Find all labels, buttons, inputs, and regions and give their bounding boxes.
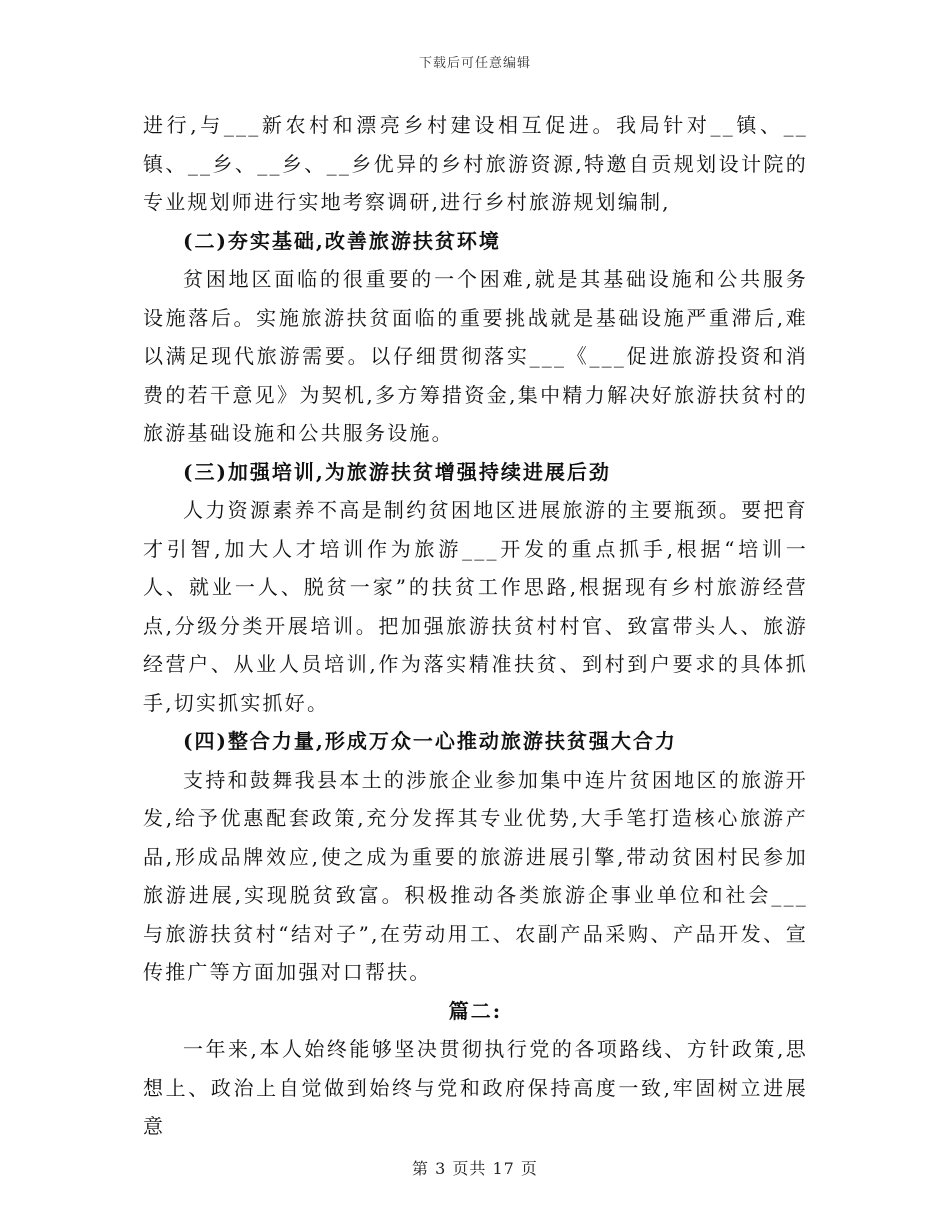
paragraph-integration: 支持和鼓舞我县本土的涉旅企业参加集中连片贫困地区的旅游开发,给予优惠配套政策,充分发挥其专业优势,大手笔打造核心旅游产品,形成品牌效应,使之成为重要的旅游进展引擎,带动贫困村民参加旅游进展,实现脱贫致富。积极推动各类旅游企事业单位和社会___与旅游扶贫村“结对子”,在劳动用工、农副产品采购、产品开发、宣传推广等方面加强对口帮扶。 [143,767,808,984]
paragraph-annual-review: 一年来,本人始终能够坚决贯彻执行党的各项路线、方针政策,思想上、政治上自觉做到始终与党和政府保持高度一致,牢固树立进展意 [143,1037,808,1138]
header-note: 下载后可任意编辑 [418,56,531,71]
page-number: 第 3 页共 17 页 [412,1159,538,1178]
heading-consolidate-foundation: (二)夯实基础,改善旅游扶贫环境 [183,228,501,253]
section-title: 篇二: [448,998,503,1023]
document-body [143,106,808,1146]
paragraph-training: 人力资源素养不高是制约贫困地区进展旅游的主要瓶颈。要把育才引智,加大人才培训作为旅游___开发的重点抓手,根据“培训一人、就业一人、脱贫一家”的扶贫工作思路,根据现有乡村旅游经营点,分级分类开展培训。把加强旅游扶贫村村官、致富带头人、旅游经营户、从业人员培训,作为落实精准扶贫、到村到户要求的具体抓手,切实抓实抓好。 [143,498,808,715]
heading-strengthen-training: (三)加强培训,为旅游扶贫增强持续进展后劲 [183,459,611,484]
paragraph-continuation: 进行,与___新农村和漂亮乡村建设相互促进。我局针对__镇、__镇、__乡、__乡、__乡优异的乡村旅游资源,特邀自贡规划设计院的专业规划师进行实地考察调研,进行乡村旅游规划编制, [143,113,808,214]
heading-integrate-forces: (四)整合力量,形成万众一心推动旅游扶贫强大合力 [183,729,677,753]
paragraph-infrastructure: 贫困地区面临的很重要的一个困难,就是其基础设施和公共服务设施落后。实施旅游扶贫面临的重要挑战就是基础设施严重滞后,难以满足现代旅游需要。以仔细贯彻落实___《___促进旅游投资和消费的若干意见》为契机,多方筹措资金,集中精力解决好旅游扶贫村的旅游基础设施和公共服务设施。 [143,267,808,445]
